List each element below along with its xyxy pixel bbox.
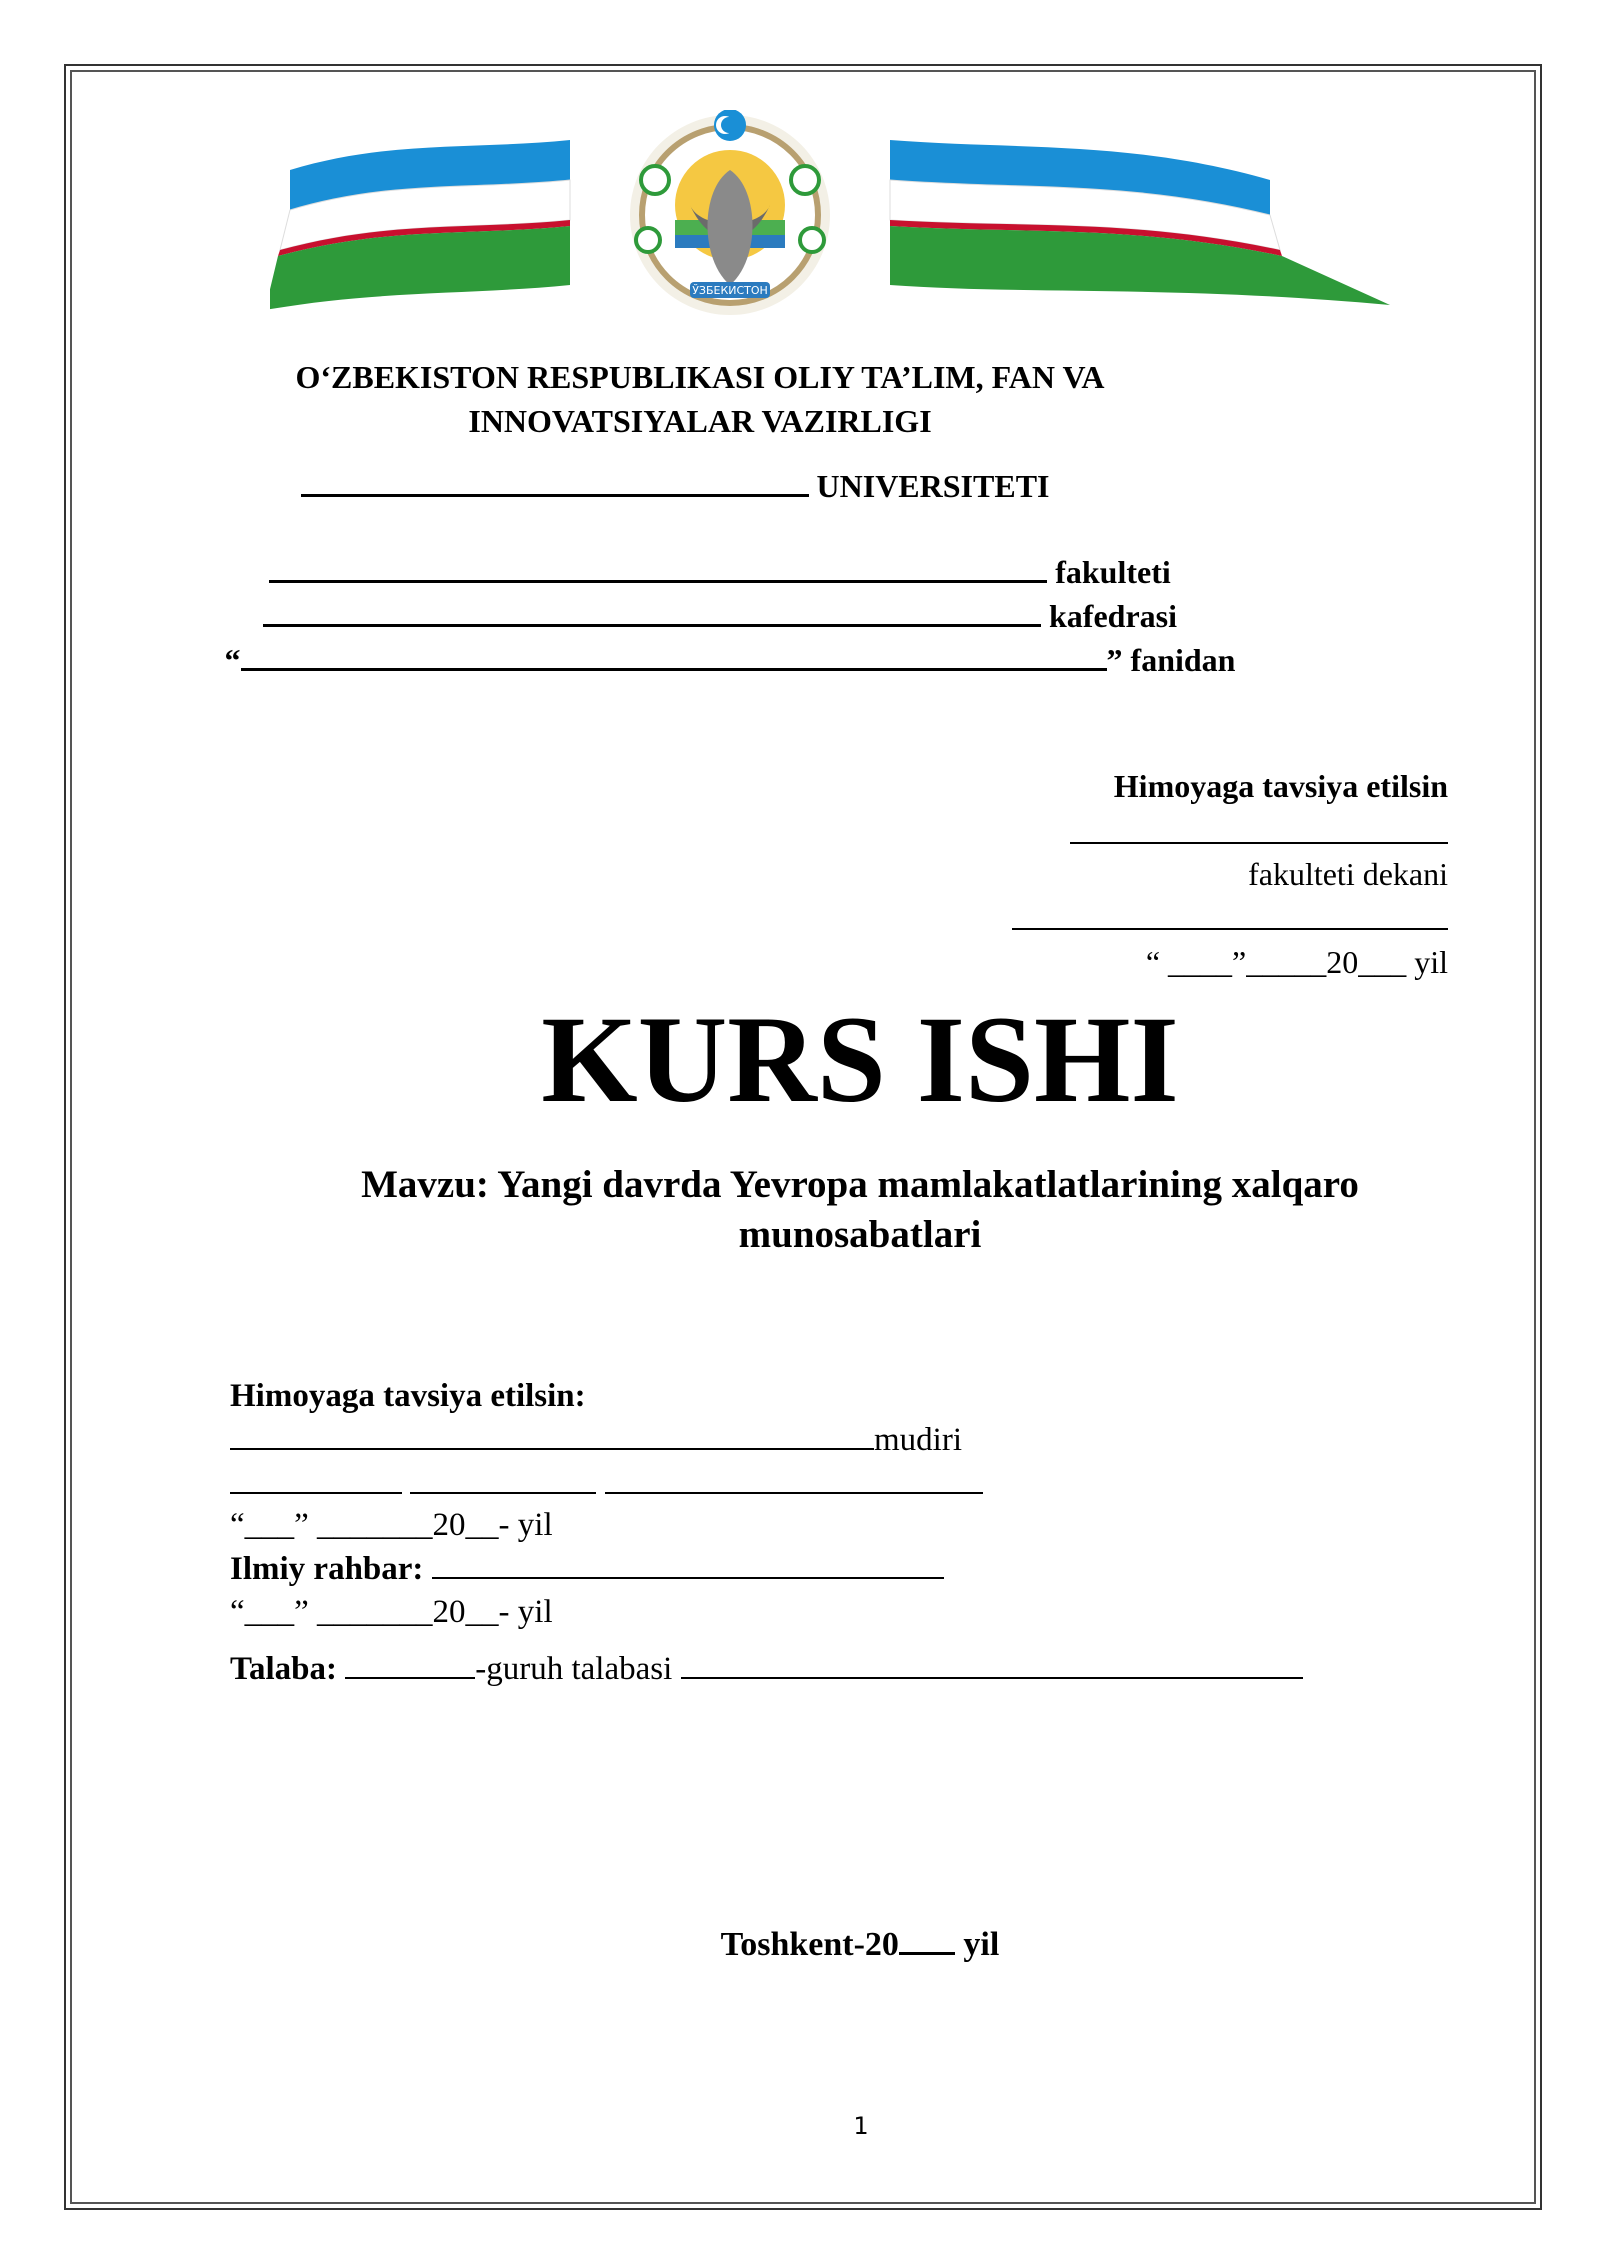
- flag-left-icon: [270, 140, 570, 310]
- dean-role: fakulteti dekani: [1248, 856, 1448, 892]
- topic-line-1: Mavzu: Yangi davrda Yevropa mamlakatlatlarining xalqaro: [361, 1163, 1359, 1206]
- dean-approval-date: “ ____”_____20___ yil: [1145, 944, 1448, 980]
- department-label: kafedrasi: [1049, 598, 1177, 634]
- page-number: 1: [853, 2112, 869, 2140]
- approval-date-1: “___” _______20__- yil: [230, 1507, 553, 1543]
- department-line: [0, 594, 1600, 637]
- department-head-line: [230, 1418, 962, 1462]
- department-head-blank[interactable]: [230, 1418, 874, 1450]
- year-blank[interactable]: [899, 1924, 955, 1955]
- student-label: Talaba:: [230, 1651, 337, 1687]
- dean-signature-line: [1070, 812, 1448, 852]
- faculty-name-blank[interactable]: [269, 550, 1047, 583]
- head-signature-line: [230, 1462, 983, 1506]
- dean-name-line: [1012, 898, 1448, 938]
- faculty-line: [0, 550, 1600, 593]
- department-name-blank[interactable]: [263, 594, 1041, 627]
- head-signature-blank-1[interactable]: [230, 1462, 402, 1494]
- dean-name-blank[interactable]: [1012, 898, 1448, 930]
- ministry-line-1: O‘ZBEKISTON RESPUBLIKASI OLIY TA’LIM, FAN VA: [295, 359, 1105, 395]
- approval-label: Himoyaga tavsiya etilsin:: [230, 1378, 586, 1414]
- university-name-blank[interactable]: [301, 464, 809, 497]
- coat-of-arms-icon: [630, 110, 830, 315]
- advisor-label: Ilmiy rahbar:: [230, 1551, 424, 1587]
- faculty-label: fakulteti: [1055, 554, 1171, 590]
- approval-date-2: “___” _______20__- yil: [230, 1594, 553, 1630]
- dean-approval-label: Himoyaga tavsiya etilsin: [1113, 768, 1448, 804]
- university-line: [0, 464, 1575, 507]
- uzbekistan-emblem-flag-image: [270, 110, 1400, 320]
- subject-open-quote: “: [224, 642, 241, 678]
- department-head-role: mudiri: [874, 1422, 962, 1458]
- city-year-line: [0, 1924, 1600, 1964]
- topic-line-2: munosabatlari: [738, 1213, 982, 1256]
- university-label: UNIVERSITETI: [816, 468, 1050, 504]
- group-text: -guruh talabasi: [475, 1651, 673, 1687]
- student-line: [230, 1647, 1303, 1691]
- subject-line: [0, 638, 1600, 681]
- document-title: KURS ISHI: [541, 991, 1179, 1128]
- dean-signature-blank[interactable]: [1070, 812, 1448, 844]
- city-year-suffix: yil: [954, 1926, 1000, 1963]
- emblem-text: ЎЗБЕКИСТОН: [692, 284, 768, 297]
- subject-name-blank[interactable]: [241, 638, 1107, 671]
- subject-label: ” fanidan: [1106, 642, 1236, 678]
- advisor-name-blank[interactable]: [432, 1547, 944, 1579]
- student-name-blank[interactable]: [681, 1647, 1303, 1679]
- ministry-line-2: INNOVATSIYALAR VAZIRLIGI: [468, 403, 932, 439]
- city-year-prefix: Toshkent-20: [720, 1926, 899, 1963]
- head-signature-blank-2[interactable]: [410, 1462, 596, 1494]
- group-number-blank[interactable]: [345, 1647, 475, 1679]
- advisor-line: [230, 1547, 944, 1591]
- flag-right-icon: [890, 140, 1390, 305]
- head-signature-blank-3[interactable]: [605, 1462, 983, 1494]
